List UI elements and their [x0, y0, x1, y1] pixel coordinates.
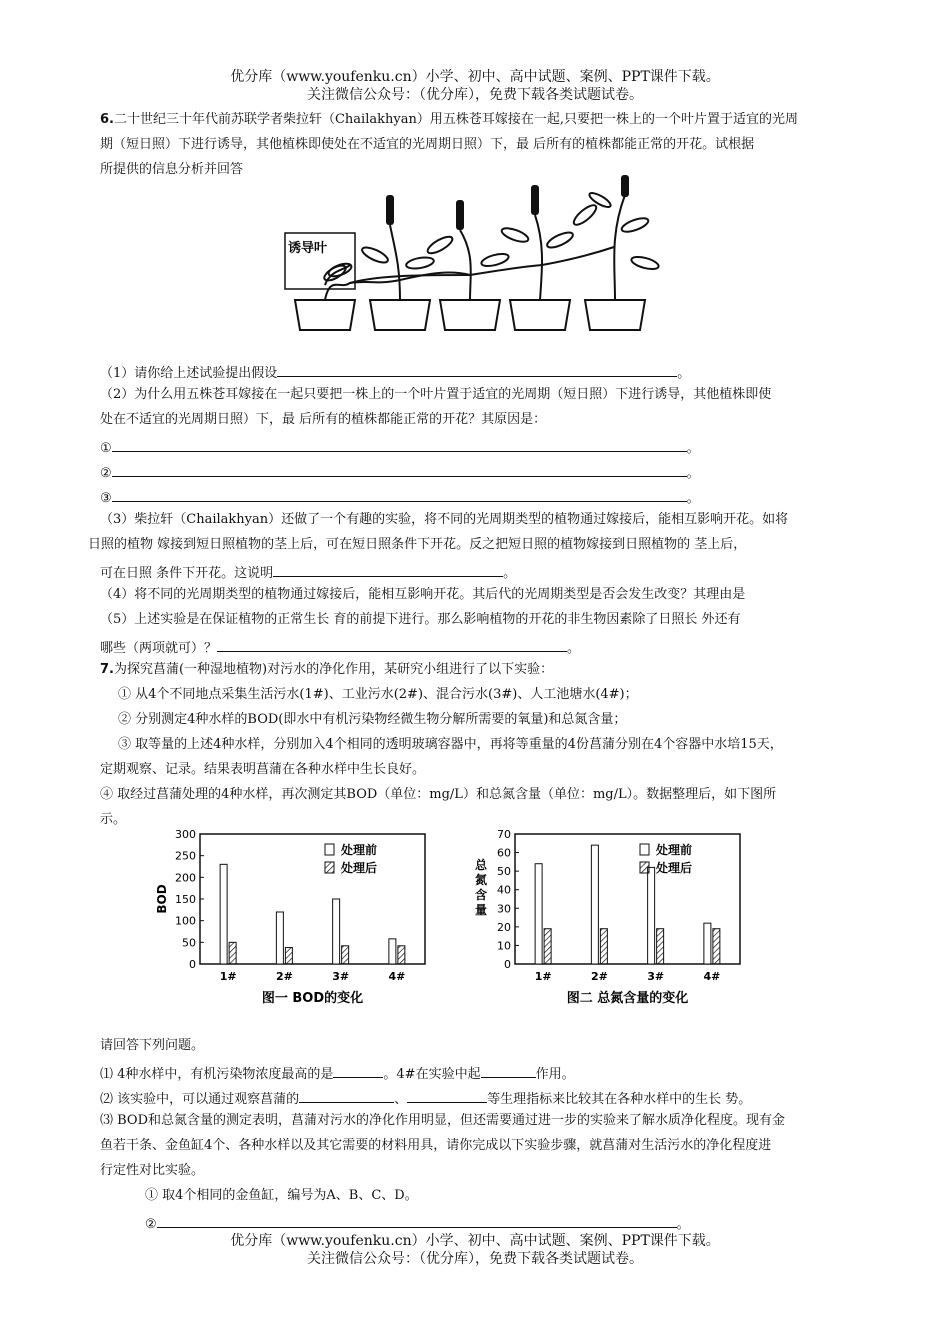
q7-answer-1: ⑴ 4种水样中，有机污染物浓度最高的是 。4#在实验中起 作用。: [100, 1063, 860, 1083]
answer-blank[interactable]: [217, 637, 567, 652]
q6-sub5-line-2: 哪些（两项就可）？ 。: [100, 637, 860, 657]
stem-5: [614, 195, 625, 300]
bar-after-1#: [229, 942, 236, 964]
y-tick-label: 50: [182, 936, 196, 950]
stem-4: [535, 215, 542, 300]
y-tick-label: 150: [175, 893, 196, 906]
y-tick-label: 70: [497, 828, 511, 841]
q7-step-3-line-2: 定期观察、记录。结果表明菖蒲在各种水样中生长良好。: [100, 762, 426, 777]
legend-label: 处理前: [341, 843, 378, 857]
x-tick-label: 4#: [703, 970, 721, 983]
legend-label: 处理后: [656, 861, 693, 875]
bar-before-3#: [648, 867, 655, 964]
q7-number: 7.: [100, 662, 114, 677]
y-axis-label-char: 含: [474, 888, 488, 902]
y-axis-label: [475, 857, 488, 917]
answer-blank[interactable]: [273, 562, 503, 577]
y-tick-label: 200: [175, 871, 196, 885]
q6-stem-line-1: 6.二十世纪三十年代前苏联学者柴拉轩（Chailakhyan）用五株苍耳嫁接在一起,只要把一株上的一个叶片置于适宜的光周: [100, 112, 798, 127]
footer-line-1[interactable]: 优分库（www.youfenku.cn）小学、初中、高中试题、案例、PPT课件下载。: [230, 1233, 720, 1249]
induced-leaf-label: 诱导叶: [288, 241, 328, 256]
leaf: [425, 234, 454, 257]
bar-before-1#: [220, 864, 227, 964]
leaf: [620, 216, 650, 235]
q7-answer-3-line-2: 鱼若干条、金鱼缸4个、各种水样以及其它需要的材料用具，请你完成以下实验步骤，就菖蒲对生活污水的净化程度进: [100, 1138, 772, 1153]
stem-3: [460, 230, 471, 300]
q6-answer-2: ② 。: [100, 462, 860, 482]
answer-blank[interactable]: [112, 462, 687, 477]
q7-step-4-line-1: ④ 取经过菖蒲处理的4种水样，再次测定其BOD（单位：mg/L）和总氮含量（单位：mg/L）。数据整理后，如下图所: [100, 787, 777, 802]
answer-blank[interactable]: [112, 487, 687, 502]
y-tick-label: 250: [175, 849, 196, 863]
q7-step-4-line-2: 示。: [100, 812, 127, 827]
y-tick-label: 300: [175, 828, 196, 841]
legend-swatch: [325, 844, 334, 855]
legend-label: 处理前: [656, 843, 693, 857]
pot-5: [585, 300, 645, 330]
y-tick-label: 10: [497, 939, 511, 953]
q7-answer-3-line-1: ⑶ BOD和总氮含量的测定表明，菖蒲对污水的净化作用明显，但还需要通过进一步的实验来了解水质净化程度。现有金: [100, 1113, 786, 1128]
y-axis-label: BOD: [155, 884, 169, 914]
y-axis-label-char: 量: [474, 903, 488, 917]
q7-prompt: 请回答下列问题。: [100, 1038, 205, 1053]
stem-1: [325, 280, 400, 300]
answer-blank[interactable]: [277, 362, 677, 377]
chart-total-nitrogen: [465, 828, 755, 1008]
bar-before-3#: [333, 899, 340, 964]
x-tick-label: 4#: [388, 970, 406, 983]
pot-1: [295, 300, 355, 330]
answer-blank[interactable]: [481, 1063, 536, 1078]
y-tick-label: 60: [497, 846, 511, 860]
chart-title: 图一 BOD的变化: [261, 991, 364, 1006]
bar-before-4#: [704, 923, 711, 964]
chart-bod: [150, 828, 440, 1008]
q6-sub5-line-1: （5）上述实验是在保证植物的正常生长 育的前提下进行。那么影响植物的开花的非生物因素除了日照长 外还有: [100, 612, 741, 627]
header-line-1[interactable]: 优分库（www.youfenku.cn）小学、初中、高中试题、案例、PPT课件下载。: [230, 69, 720, 85]
answer-blank[interactable]: [299, 1088, 394, 1103]
leaf: [545, 230, 575, 251]
q6-answer-1: ① 。: [100, 437, 860, 457]
pot-3: [440, 300, 500, 330]
y-tick-label: 100: [175, 914, 196, 928]
y-tick-label: 0: [189, 958, 196, 971]
header-line-2: 关注微信公众号：（优分库），免费下载各类试题试卷。: [307, 87, 643, 103]
y-tick-label: 20: [497, 920, 511, 934]
x-tick-label: 2#: [275, 970, 293, 983]
x-tick-label: 3#: [647, 970, 665, 983]
bar-after-3#: [657, 929, 664, 964]
flower-spikes: [386, 175, 629, 230]
q7-stem: 7.为探究菖蒲(一种湿地植物)对污水的净化作用，某研究小组进行了以下实验：: [100, 662, 554, 677]
stem-2: [390, 225, 400, 300]
q7-step-2: ② 分别测定4种水样的BOD(即水中有机污染物经微生物分解所需要的氧量)和总氮含量；: [118, 712, 627, 727]
leaf: [480, 252, 510, 269]
legend-swatch: [640, 844, 649, 855]
q6-stem-line-3: 所提供的信息分析并回答: [100, 162, 244, 177]
bar-after-1#: [544, 929, 551, 964]
q7-answer-3-step-2: ② 。: [145, 1213, 905, 1233]
bar-after-4#: [713, 929, 720, 964]
leaf: [500, 226, 530, 245]
answer-blank[interactable]: [112, 437, 687, 452]
pot-4: [510, 300, 570, 330]
bar-before-1#: [535, 864, 542, 964]
y-axis-label-char: 氮: [474, 873, 488, 887]
bar-after-2#: [600, 929, 607, 964]
x-tick-label: 3#: [332, 970, 350, 983]
q7-answer-2: ⑵ 该实验中，可以通过观察菖蒲的 、 等生理指标来比较其在各种水样中的生长 势。: [100, 1088, 860, 1108]
leaf: [571, 202, 599, 228]
q6-sub3-line-3: 可在日照 条件下开花。这说明 。: [100, 562, 860, 582]
y-tick-label: 50: [497, 865, 511, 879]
q6-sub2-line-2: 处在不适宜的光周期日照）下，最 后所有的植株都能正常的开花？其原因是：: [100, 412, 547, 427]
leaf: [630, 255, 660, 272]
q6-sub3-line-1: （3）柴拉轩（Chailakhyan）还做了一个有趣的实验，将不同的光周期类型的植物通过嫁接后，能相互影响开花。如将: [100, 512, 789, 527]
bar-after-4#: [398, 946, 405, 964]
q6-answer-3: ③ 。: [100, 487, 860, 507]
leaf: [405, 256, 434, 271]
bar-before-2#: [591, 845, 598, 964]
q6-stem-line-2: 期（短日照）下进行诱导，其他植株即使处在不适宜的光周期日照）下，最 后所有的植株都能正常的开花。试根据: [100, 137, 755, 152]
q7-step-3-line-1: ③ 取等量的上述4种水样，分别加入4个相同的透明玻璃容器中，再将等重量的4份菖蒲分别在4个容器中水培15天，: [118, 737, 783, 752]
answer-blank[interactable]: [407, 1088, 487, 1103]
x-tick-label: 2#: [590, 970, 608, 983]
q6-sub1: （1）请你给上述试验提出假设 。: [100, 362, 860, 382]
x-tick-label: 1#: [534, 970, 552, 983]
pot-2: [370, 300, 430, 330]
q7-step-1: ① 从4个不同地点采集生活污水(1#)、工业污水(2#)、混合污水(3#)、人工池塘水(4#)；: [118, 687, 638, 702]
bar-before-4#: [389, 939, 396, 964]
answer-blank[interactable]: [157, 1213, 677, 1228]
q6-sub3-line-2: 日照的植物 嫁接到短日照植物的茎上后，可在短日照条件下开花。反之把短日照的植物嫁接到日照植物的 茎上后，: [88, 537, 747, 552]
y-axis-label-char: 总: [474, 858, 488, 872]
y-tick-label: 30: [497, 902, 511, 916]
q6-sub2-line-1: （2）为什么用五株苍耳嫁接在一起只要把一株上的一个叶片置于适宜的光周期（短日照）下进行诱导，其他植株即使: [100, 387, 772, 402]
bar-before-2#: [276, 912, 283, 964]
q7-answer-3-line-3: 行定性对比实验。: [100, 1163, 205, 1178]
answer-blank[interactable]: [333, 1063, 383, 1078]
legend-swatch: [325, 862, 334, 873]
x-tick-label: 1#: [219, 970, 237, 983]
y-tick-label: 40: [497, 883, 511, 897]
legend-label: 处理后: [341, 861, 378, 875]
q7-answer-3-step-1: ① 取4个相同的金鱼缸，编号为A、B、C、D。: [145, 1188, 418, 1203]
q6-number: 6.: [100, 112, 114, 127]
chart-title: 图二 总氮含量的变化: [566, 991, 689, 1006]
q6-sub4: （4）将不同的光周期类型的植物通过嫁接后，能相互影响开花。其后代的光周期类型是否会发生改变？其理由是: [100, 587, 746, 602]
leaf: [360, 245, 390, 266]
legend-swatch: [640, 862, 649, 873]
y-tick-label: 0: [504, 958, 511, 971]
grafting-figure: [280, 175, 680, 335]
bar-after-2#: [285, 948, 292, 964]
bar-after-3#: [342, 946, 349, 964]
footer-line-2: 关注微信公众号：（优分库），免费下载各类试题试卷。: [307, 1251, 643, 1267]
